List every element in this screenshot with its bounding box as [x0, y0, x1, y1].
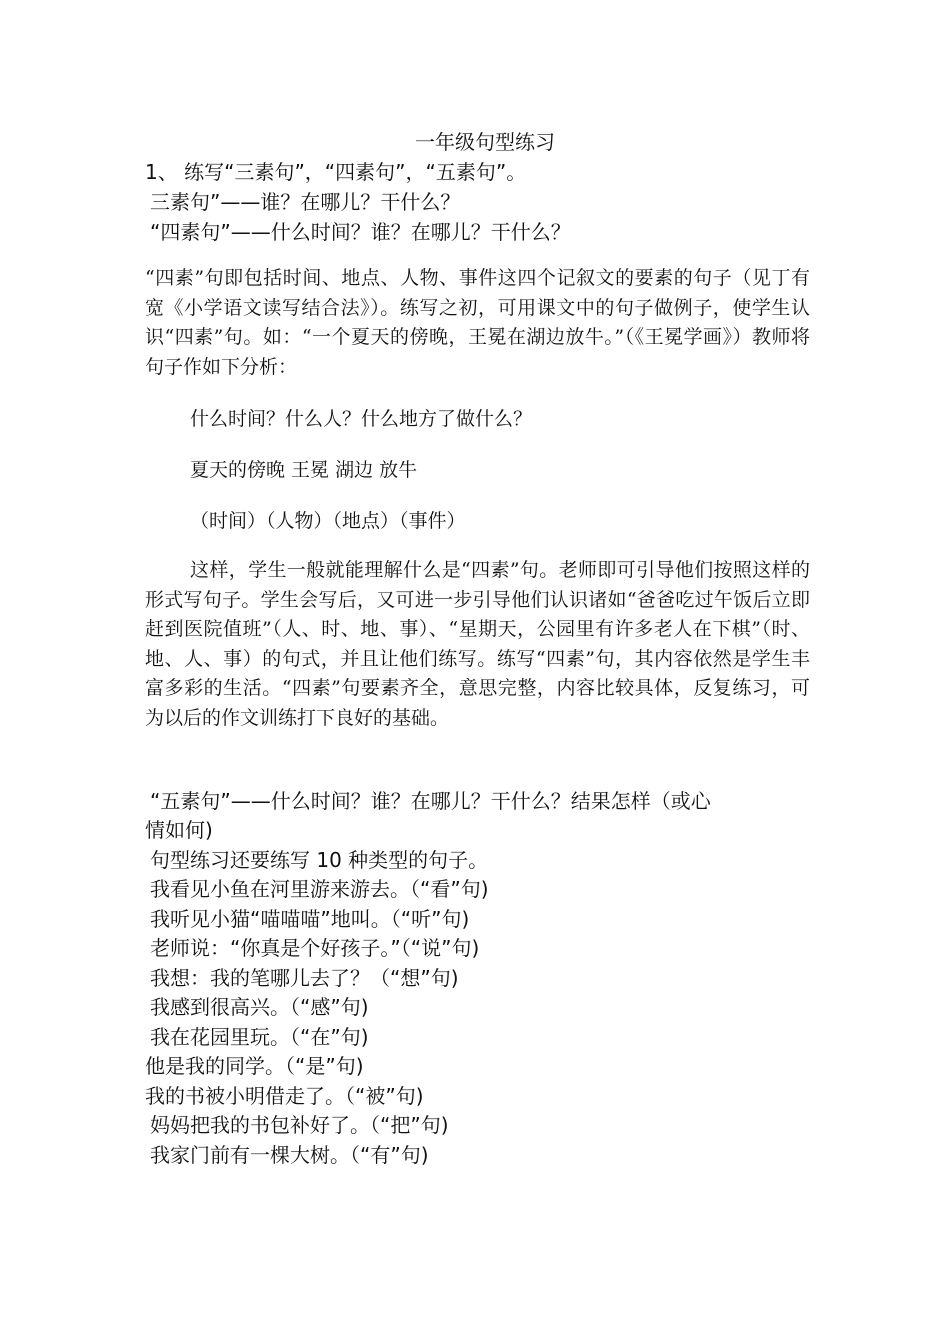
sentence-gan: 我感到很高兴。（“感”句)	[150, 995, 369, 1019]
sentence-ba: 妈妈把我的书包补好了。（“把”句)	[150, 1113, 449, 1137]
sentence-shuo: 老师说：“你真是个好孩子。”（“说”句)	[150, 936, 480, 960]
page-title: 一年级句型练习	[415, 130, 555, 154]
four-element-explanation: “四素”句即包括时间、地点、人物、事件这四个记叙文的要素的句子（见丁有宽《小学语文读写结合法》）。练写之初，可用课文中的句子做例子，使学生认识“四素”句。如：“一个夏天的傍晚，王冕在湖边放牛。”（《王冕学画》）教师将句子作如下分析：	[145, 267, 810, 378]
three-element-definition: 三素句”——谁？在哪儿？干什么？	[150, 190, 461, 214]
sentence-ting: 我听见小猫“喵喵喵”地叫。（“听”句)	[150, 907, 470, 931]
analysis-questions: 什么时间？什么人？什么地方了做什么？	[190, 408, 533, 430]
heading-practice-1: 1、 练写“三素句”，“四素句”，“五素句”。	[145, 160, 527, 184]
sentence-xiang: 我想：我的笔哪儿去了？（“想”句)	[150, 966, 459, 990]
sentence-zai: 我在花园里玩。（“在”句)	[150, 1025, 369, 1049]
sentence-shi: 他是我的同学。（“是”句)	[145, 1054, 364, 1078]
sentence-kan: 我看见小鱼在河里游来游去。（“看”句)	[150, 877, 489, 901]
ten-types-intro: 句型练习还要练写 10 种类型的句子。	[150, 848, 489, 872]
sentence-you: 我家门前有一棵大树。（“有”句)	[150, 1143, 429, 1167]
five-element-definition: “五素句”——什么时间？谁？在哪儿？干什么？结果怎样（或心	[150, 789, 711, 813]
analysis-example: 夏天的傍晚 王冕 湖边 放牛	[190, 459, 418, 481]
analysis-labels: （时间）（人物）（地点）（事件）	[190, 510, 466, 532]
four-element-practice-paragraph: 这样，学生一般就能理解什么是“四素”句。老师即可引导他们按照这样的形式写句子。学生会写后，又可进一步引导他们认识诸如“爸爸吃过午饭后立即赶到医院值班”（人、时、地、事）、“星期天，公园里有许多老人在下棋”（时、地、人、事）的句式，并且让他们练写。练写“四素”句，其内容依然是学生丰富多彩的生活。“四素”句要素齐全，意思完整，内容比较具体，反复练习，可为以后的作文训练打下良好的基础。	[145, 559, 810, 729]
four-element-definition: “四素句”——什么时间？谁？在哪儿？干什么？	[150, 220, 571, 244]
five-element-definition-cont: 情如何)	[145, 818, 213, 842]
sentence-bei: 我的书被小明借走了。（“被”句)	[145, 1084, 424, 1108]
